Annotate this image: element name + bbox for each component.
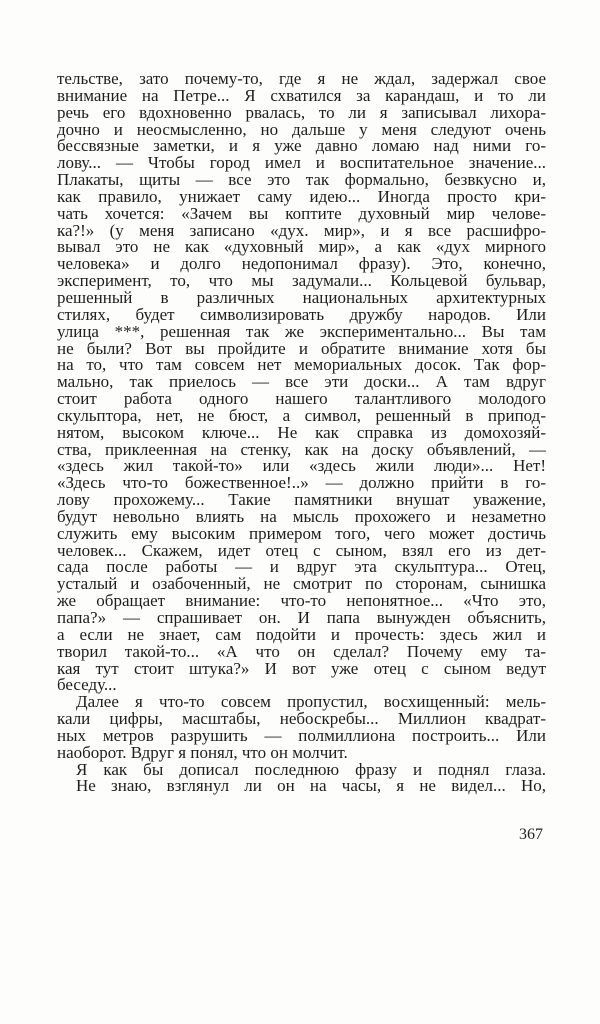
page-number: 367	[519, 826, 543, 843]
text-line: стоит работа одного нашего талантливого молодого	[57, 389, 546, 409]
text-line: человек... Скажем, идет отец с сыном, взял его из дет-	[57, 540, 546, 560]
text-line: речь его вдохновенно рвалась, то ли я записывал лихора-	[57, 102, 546, 122]
text-line: беседу...	[57, 675, 117, 695]
text-line: эксперимент, то, что мы задумали... Кольцевой бульвар,	[57, 271, 546, 291]
text-line: чать хочется: «Зачем вы коптите духовный мир челове-	[57, 203, 546, 223]
text-line: не были? Вот вы пройдите и обратите внимание хотя бы	[57, 338, 546, 358]
text-line: как правило, унижает саму идею... Иногда просто кри-	[57, 186, 546, 206]
text-line: улица ***, решенная так же экспериментально... Вы там	[57, 321, 546, 341]
text-line: же обращает внимание: что-то непонятное... «Что это,	[57, 591, 546, 611]
text-line: творил такой-то... «А что он сделал? Почему ему та-	[57, 641, 546, 661]
text-line: лову... — Чтобы город имел и воспитательное значение...	[57, 153, 546, 173]
text-line: кая тут стоит штука?» И вот уже отец с сыном ведут	[57, 658, 546, 678]
text-line: нятом, высоком ключе... Не как справка из домохозяй-	[57, 422, 546, 442]
text-line: вывал это не как «духовный мир», а как «дух мирного	[57, 237, 546, 257]
text-line: стилях, будет символизировать дружбу народов. Или	[57, 304, 546, 324]
text-line: Далее я что-то совсем пропустил, восхищенный: мель-	[76, 692, 546, 712]
text-line: лову прохожему... Такие памятники внушат уважение,	[57, 490, 546, 510]
text-line: «здесь жил такой-то» или «здесь жили люди»... Нет!	[57, 456, 546, 476]
text-line: наоборот. Вдруг я понял, что он молчит.	[57, 742, 348, 762]
text-line: «Здесь что-то божественное!..» — должно прийти в го-	[57, 473, 546, 493]
text-line: Плакаты, щиты — все это так формально, безвкусно и,	[57, 170, 546, 190]
text-line: усталый и озабоченный, не смотрит по сторонам, сынишка	[57, 574, 546, 594]
text-line: ных метров разрушить — полмиллиона построить... Или	[57, 725, 546, 745]
text-line: будут невольно влиять на мысль прохожего и незаметно	[57, 506, 546, 526]
text-line: Не знаю, взглянул ли он на часы, я не видел... Но,	[76, 776, 546, 796]
text-line: тельстве, зато почему-то, где я не ждал, задержал свое	[57, 69, 546, 88]
book-page-text	[57, 71, 546, 795]
text-line: бессвязные заметки, и я уже давно ломаю над ними го-	[57, 136, 546, 156]
text-line: кали цифры, масштабы, небоскребы... Миллион квадрат-	[57, 709, 546, 729]
text-line: внимание на Петре... Я схватился за карандаш, и то ли	[57, 85, 546, 105]
text-line: служить ему высоким примером того, чего может достичь	[57, 523, 546, 543]
text-line: сада после работы — и вдруг эта скульптура... Отец,	[57, 557, 546, 577]
text-line: ства, приклеенная на стенку, как на доску объявлений, —	[57, 439, 546, 459]
text-line: скульптора, нет, не бюст, а символ, решенный в припод-	[57, 405, 546, 425]
text-line: ка?!» (у меня записано «дух. мир», и я все расшифро-	[57, 220, 546, 240]
text-line: Я как бы дописал последнюю фразу и поднял глаза.	[76, 759, 546, 779]
text-line: папа?» — спрашивает он. И папа вынужден объяснить,	[57, 608, 546, 627]
text-line: человека» и долго недопонимал фразу). Это, конечно,	[57, 254, 546, 274]
text-line: а если не знает, сам подойти и прочесть: здесь жил и	[57, 624, 546, 644]
text-line: решенный в различных национальных архитектурных	[57, 287, 546, 307]
text-line: мально, так приелось — все эти доски... А там вдруг	[57, 372, 546, 392]
text-line: на то, что там совсем нет мемориальных досок. Так фор-	[57, 355, 546, 375]
text-line: дочно и неосмысленно, но дальше у меня следуют очень	[57, 119, 546, 139]
